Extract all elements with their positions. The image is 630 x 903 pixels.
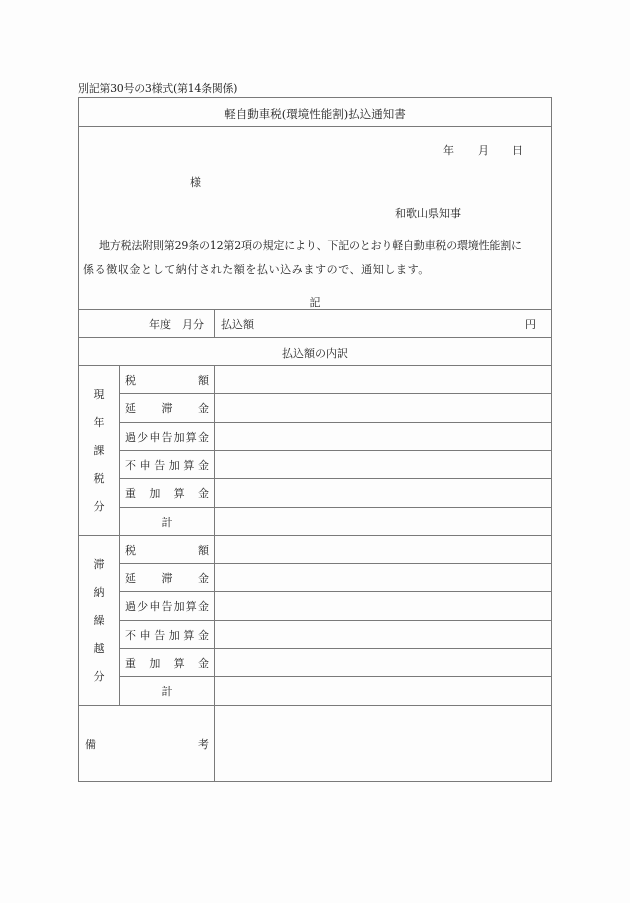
arrears-section-label [79, 535, 119, 705]
item-label-char: 少 [137, 600, 149, 614]
payment-notice-form [78, 97, 552, 782]
item-label-char: 滞 [161, 402, 173, 416]
breakdown-amount-field[interactable] [216, 479, 549, 505]
item-label-char: 加 [149, 487, 161, 501]
item-label-char: 少 [137, 430, 149, 444]
yen-unit: 円 [525, 318, 536, 331]
breakdown-amount-field[interactable] [216, 423, 549, 449]
item-label-char: 金 [198, 402, 209, 416]
addressee-suffix: 様 [190, 176, 201, 189]
item-label-char: 算 [185, 600, 197, 614]
item-label-char: 申 [139, 628, 151, 642]
date-year-label: 年 [443, 144, 454, 157]
item-label-char: 告 [154, 628, 166, 642]
item-label-char: 計 [161, 685, 173, 699]
item-label-char: 加 [173, 430, 185, 444]
breakdown-item-label [125, 514, 209, 530]
breakdown-item-label [125, 400, 209, 416]
item-label-char: 算 [173, 487, 185, 501]
item-label-char: 算 [183, 458, 195, 472]
breakdown-item-label [125, 542, 209, 558]
item-label-char: 加 [149, 657, 161, 670]
period-label: 年度 月分 [149, 318, 204, 331]
remarks-char: 備 [85, 738, 96, 751]
item-label-char: 金 [197, 430, 209, 444]
breakdown-item-label [125, 485, 209, 501]
item-label-char: 算 [183, 628, 195, 642]
item-label-char: 延 [125, 572, 136, 586]
breakdown-title: 払込額の内訳 [282, 347, 348, 360]
date-month-label: 月 [478, 144, 489, 157]
item-label-char: 金 [197, 600, 209, 614]
breakdown-amount-field[interactable] [216, 394, 549, 420]
section-label-char: 納 [93, 585, 105, 599]
item-label-char: 延 [125, 402, 136, 416]
item-label-char: 不 [125, 628, 136, 642]
breakdown-item-label [125, 429, 209, 445]
item-label-char: 額 [198, 543, 209, 557]
divider [214, 309, 215, 337]
breakdown-amount-field[interactable] [216, 564, 549, 590]
item-label-char: 算 [185, 430, 197, 444]
item-label-char: 加 [168, 458, 180, 472]
divider [79, 705, 551, 706]
section-label-char: 繰 [93, 613, 105, 627]
breakdown-amount-field[interactable] [216, 621, 549, 647]
section-label-char: 年 [93, 415, 105, 429]
item-label-char: 不 [125, 458, 136, 472]
item-label-char: 過 [125, 600, 136, 614]
item-label-char: 額 [198, 374, 209, 387]
ki-label: 記 [309, 296, 321, 309]
item-label-char: 金 [198, 572, 209, 586]
item-label-char: 金 [197, 657, 209, 670]
breakdown-amount-field[interactable] [216, 592, 549, 618]
item-label-char: 金 [197, 487, 209, 501]
item-label-char: 加 [168, 628, 180, 642]
item-label-char: 過 [125, 430, 136, 444]
body-text-line1: 地方税法附則第29条の12第2項の規定により、下記のとおり軽自動車税の環境性能割に [99, 239, 522, 252]
item-label-char: 計 [161, 515, 173, 529]
item-label-char: 重 [125, 657, 136, 670]
item-label-char: 重 [125, 487, 136, 501]
section-label-char: 滞 [93, 557, 105, 571]
item-label-char: 告 [154, 458, 166, 472]
section-label-char: 分 [93, 499, 105, 513]
item-label-char: 滞 [161, 572, 173, 586]
item-label-char: 告 [161, 430, 173, 444]
breakdown-amount-field[interactable] [216, 366, 549, 392]
section-label-char: 課 [93, 443, 105, 457]
form-caption: 別記第30号の3様式(第14条関係) [78, 82, 238, 95]
item-label-char: 金 [197, 628, 209, 642]
item-label-char: 申 [139, 458, 151, 472]
payment-amount-field[interactable] [269, 311, 514, 335]
item-label-char: 申 [149, 430, 161, 444]
item-label-char: 金 [197, 458, 209, 472]
section-label-char: 分 [93, 669, 105, 683]
breakdown-item-label [125, 627, 209, 643]
divider [214, 705, 215, 782]
breakdown-amount-field[interactable] [216, 677, 549, 703]
divider [79, 337, 551, 338]
breakdown-amount-field[interactable] [216, 649, 549, 675]
payment-amount-label: 払込額 [221, 318, 254, 331]
date-day-label: 日 [512, 144, 523, 157]
item-label-char: 税 [125, 374, 136, 387]
remarks-label [85, 736, 209, 752]
breakdown-item-label [125, 655, 209, 671]
breakdown-amount-field[interactable] [216, 508, 549, 534]
item-label-char: 申 [149, 600, 161, 614]
divider [79, 309, 551, 310]
breakdown-amount-field[interactable] [216, 536, 549, 562]
breakdown-item-label [125, 457, 209, 473]
section-label-char: 越 [93, 641, 105, 655]
section-label-char: 現 [93, 387, 105, 401]
breakdown-item-label [125, 372, 209, 388]
item-label-char: 税 [125, 543, 136, 557]
item-label-char: 加 [173, 600, 185, 614]
issuer: 和歌山県知事 [395, 207, 461, 220]
breakdown-item-label [125, 598, 209, 614]
current-year-section-label [79, 365, 119, 535]
remarks-field[interactable] [216, 707, 549, 780]
breakdown-amount-field[interactable] [216, 451, 549, 477]
item-label-char: 算 [173, 657, 185, 670]
form-title: 軽自動車税(環境性能割)払込通知書 [224, 107, 406, 121]
body-text-line2: 係る徴収金として納付された額を払い込みますので、通知します。 [83, 263, 430, 276]
breakdown-item-label [125, 570, 209, 586]
remarks-char: 考 [198, 738, 209, 751]
section-label-char: 税 [93, 471, 105, 485]
divider [79, 126, 551, 127]
item-label-char: 告 [161, 600, 173, 614]
breakdown-item-label [125, 683, 209, 699]
